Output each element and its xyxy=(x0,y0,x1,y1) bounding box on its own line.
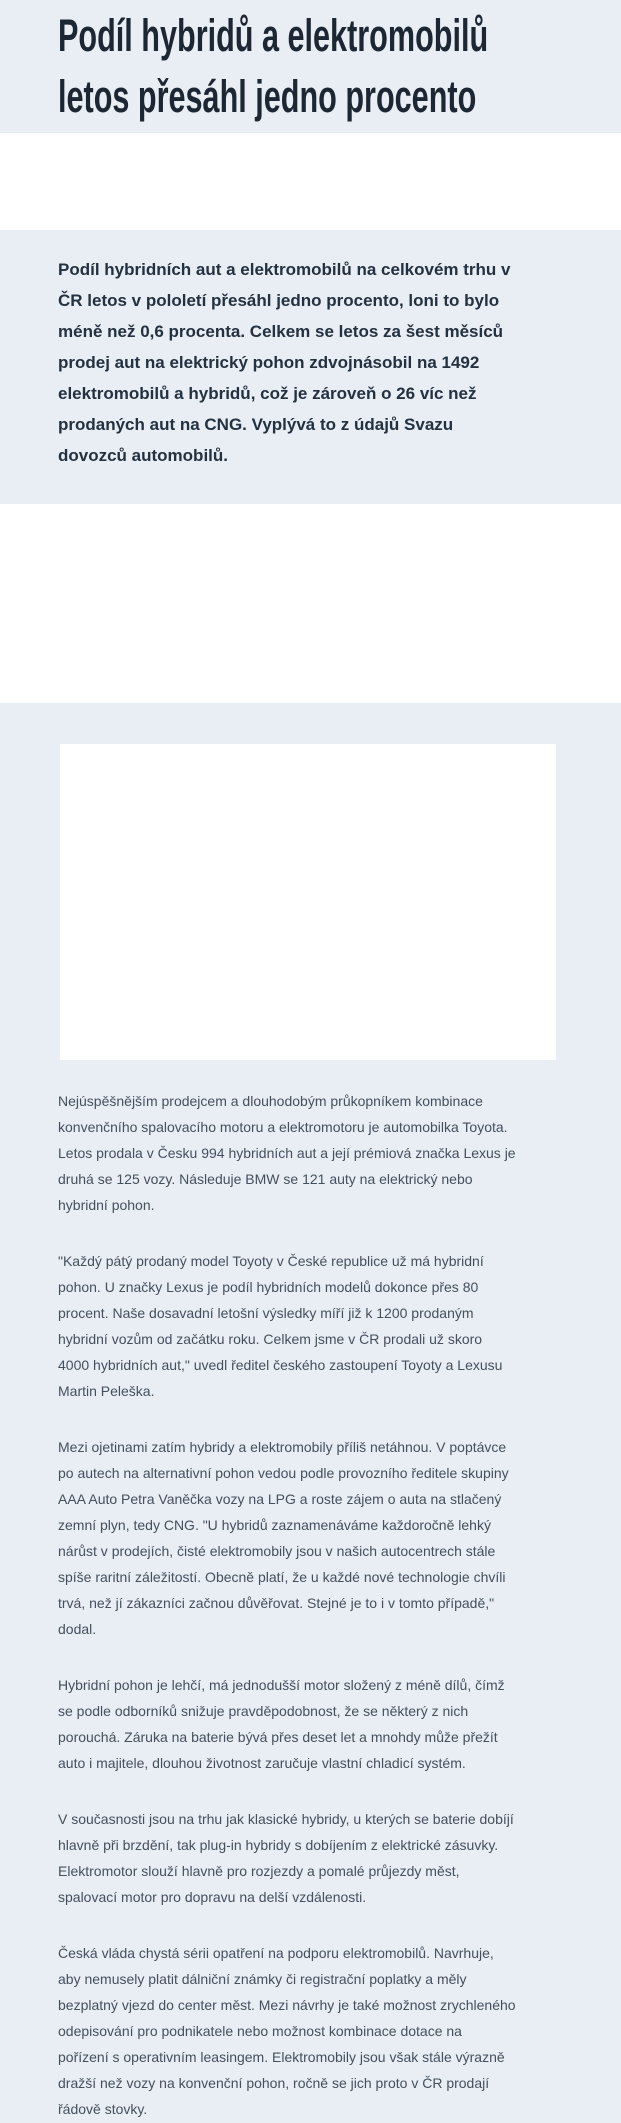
body-paragraph-3: Mezi ojetinami zatím hybridy a elektromobily příliš netáhnou. V poptávce po autech na alternativní pohon vedou podle provozního ředitele skupiny AAA Auto Petra Vaněčka vozy na LPG a roste zájem o auta na stlačený zemní plyn, tedy CNG. "U hybridů zaznamenáváme každoročně lehký nárůst v prodejích, čisté elektromobily jsou v našich autocentrech stále spíše raritní záležitostí. Obecně platí, že u každé nové technologie chvíli trvá, než jí zákazníci začnou důvěřovat. Stejné je to i v tomto případě," dodal. xyxy=(58,1439,509,1637)
body-paragraph-6: Česká vláda chystá sérii opatření na podporu elektromobilů. Navrhuje, aby nemusely platit dálniční známky či registrační poplatky a měly bezplatný vjezd do center měst. Mezi návrhy je také možnost zrychleného odepisování pro podnikatele nebo možnost kombinace dotace na pořízení s operativním leasingem. Elektromobily jsou však stále výrazně dražší než vozy na konvenční pohon, ročně se jich proto v ČR prodají řádově stovky. xyxy=(58,1945,516,2117)
article-lead: Podíl hybridních aut a elektromobilů na celkovém trhu v ČR letos v pololetí přesáhl jedno procento, loni to bylo méně než 0,6 procenta. Celkem se letos za šest měsíců prodej aut na elektrický pohon zdvojnásobil na 1492 elektromobilů a hybridů, což je zároveň o 26 víc než prodaných aut na CNG. Vyplývá to z údajů Svazu dovozců automobilů. xyxy=(58,260,511,465)
body-paragraph-2: "Každý pátý prodaný model Toyoty v České republice už má hybridní pohon. U značky Lexus je podíl hybridních modelů dokonce přes 80 procent. Naše dosavadní letošní výsledky míří již k 1200 prodaným hybridní vozům od začátku roku. Celkem jsme v ČR prodali už skoro 4000 hybridních aut," uvedl ředitel českého zastoupení Toyoty a Lexusu Martin Peleška. xyxy=(58,1253,503,1399)
body-paragraph-1: Nejúspěšnějším prodejcem a dlouhodobým průkopníkem kombinace konvenčního spalovacího motoru a elektromotoru je automobilka Toyota. Letos prodala v Česku 994 hybridních aut a její prémiová značka Lexus je druhá se 125 vozy. Následuje BMW se 121 auty na elektrický nebo hybridní pohon. xyxy=(58,1093,516,1213)
article-image-placeholder xyxy=(60,744,556,1060)
body-paragraph-4: Hybridní pohon je lehčí, má jednodušší motor složený z méně dílů, čímž se podle odborníků snižuje pravděpodobnost, že se některý z nich porouchá. Záruka na baterie bývá přes deset let a mnohdy může přežít auto i majitele, dlouhou životnost zaručuje vlastní chladicí systém. xyxy=(58,1677,505,1771)
lead-band xyxy=(0,230,621,504)
article-title-line-2: letos přesáhl jedno procento xyxy=(58,71,477,122)
body-paragraph-5: V současnosti jsou na trhu jak klasické hybridy, u kterých se baterie dobíjí hlavně při brzdění, tak plug-in hybridy s dobíjením z elektrické zásuvky. Elektromotor slouží hlavně pro rozjezdy a pomalé průjezdy měst, spalovací motor pro dopravu na delší vzdálenosti. xyxy=(58,1811,514,1905)
spacer-middle xyxy=(0,504,621,703)
article-title xyxy=(58,5,621,127)
article-body xyxy=(58,1088,516,2122)
spacer-top xyxy=(0,133,621,230)
article-title-line-1: Podíl hybridů a elektromobilů xyxy=(58,10,489,61)
headline-band xyxy=(0,0,621,133)
content-band xyxy=(0,703,621,2123)
